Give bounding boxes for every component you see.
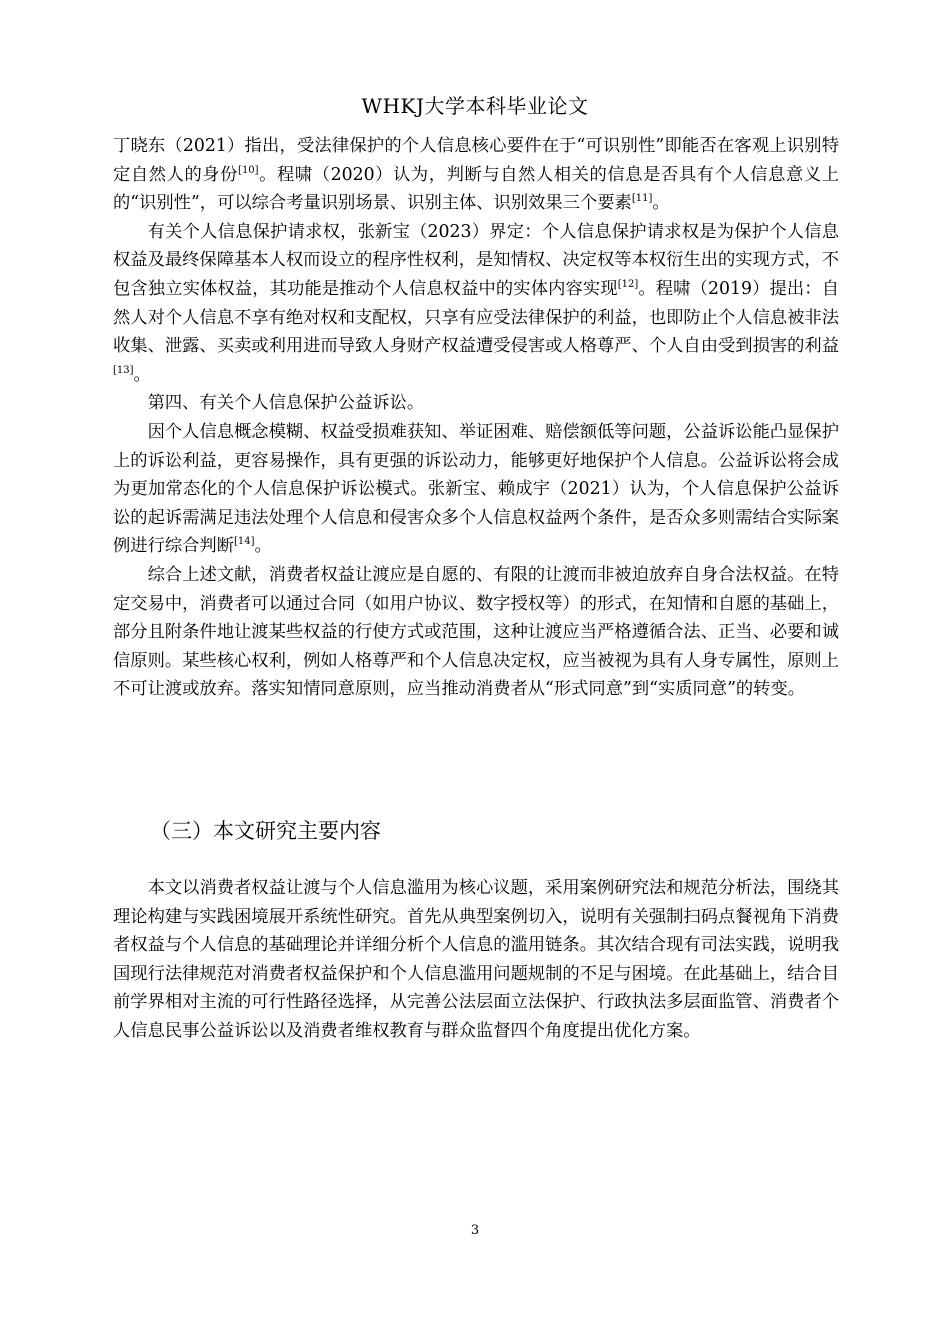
paragraph-text: 因个人信息概念模糊、权益受损难获知、举证困难、赔偿额低等问题，公益诉讼能凸显保护上的诉讼利益，更容易操作，具有更强的诉讼动力，能够更好地保护个人信息。公益诉讼将会成为更加常态化的个人信息保护诉讼模式。张新宝、赖成宇（2021）认为，个人信息保护公益诉讼的起诉需满足违法处理个人信息和侵害众多个人信息权益两个条件，是否众多则需结合实际案例进行综合判断 (113, 421, 839, 557)
paragraph-text: 。程啸（2020）认为，判断与自然人相关的信息是否具有个人信息意义上的“识别性”，可以综合考量识别场景、识别主体、识别效果三个要素 (113, 164, 839, 214)
page-header-title: WHKJ大学本科毕业论文 (361, 94, 589, 118)
paragraph (113, 389, 839, 418)
paragraph-text: 丁晓东（2021）指出，受法律保护的个人信息核心要件在于“可识别性”即能否在客观上识别特定自然人的身份 (113, 136, 839, 185)
paragraph-text: 。程啸（2019）提出：自然人对个人信息不享有绝对权和支配权，只享有应受法律保护的利益，也即防止个人信息被非法收集、泄露、买卖或利用进而导致人身财产权益遭受侵害或人格尊严、个人自由受到损害的利益 (113, 278, 839, 357)
citation-ref: [14] (233, 536, 255, 548)
paragraph (113, 218, 839, 390)
paragraph-text: 。 (652, 193, 670, 214)
page-number: 3 (470, 1223, 480, 1238)
citation-ref: [11] (631, 193, 653, 205)
body-text (113, 132, 839, 704)
paragraph-text: 。 (254, 536, 272, 557)
citation-ref: [10] (238, 164, 259, 176)
citation-ref: [13] (113, 364, 134, 376)
section-heading: （三）本文研究主要内容 (150, 819, 381, 843)
paragraph-text: 第四、有关个人信息保护公益诉讼。 (147, 393, 425, 414)
citation-ref: [12] (617, 278, 639, 290)
paragraph: 本文以消费者权益让渡与个人信息滥用为核心议题，采用案例研究法和规范分析法，围绕其理论构建与实践困境展开系统性研究。首先从典型案例切入，说明有关强制扫码点餐视角下消费者权益与个人信息的基础理论并详细分析个人信息的滥用链条。其次结合现有司法实践，说明我国现行法律规范对消费者权益保护和个人信息滥用问题规制的不足与困境。在此基础上，结合目前学界相对主流的可行性路径选择，从完善公法层面立法保护、行政执法多层面监管、消费者个人信息民事公益诉讼以及消费者维权教育与群众监督四个角度提出优化方案。 (113, 878, 839, 1041)
section-body (113, 874, 839, 1046)
paragraph-text: 有关个人信息保护请求权，张新宝（2023）界定：个人信息保护请求权是为保护个人信息权益及最终保障基本人权而设立的程序性权利，是知情权、决定权等本权衍生出的实现方式，不包含独立实体权益，其功能是推动个人信息权益中的实体内容实现 (113, 221, 839, 299)
paragraph-text: 综合上述文献，消费者权益让渡应是自愿的、有限的让渡而非被迫放弃自身合法权益。在特定交易中，消费者可以通过合同（如用户协议、数字授权等）的形式，在知情和自愿的基础上，部分且附条件地让渡某些权益的行使方式或范围，这种让渡应当严格遵循合法、正当、必要和诚信原则。某些核心权利，例如人格尊严和个人信息决定权，应当被视为具有人身专属性，原则上不可让渡或放弃。落实知情同意原则，应当推动消费者从“形式同意”到“实质同意”的转变。 (113, 564, 839, 700)
paragraph (113, 418, 839, 561)
paragraph (113, 561, 839, 704)
paragraph-text: 。 (133, 364, 151, 385)
paragraph (113, 132, 839, 218)
